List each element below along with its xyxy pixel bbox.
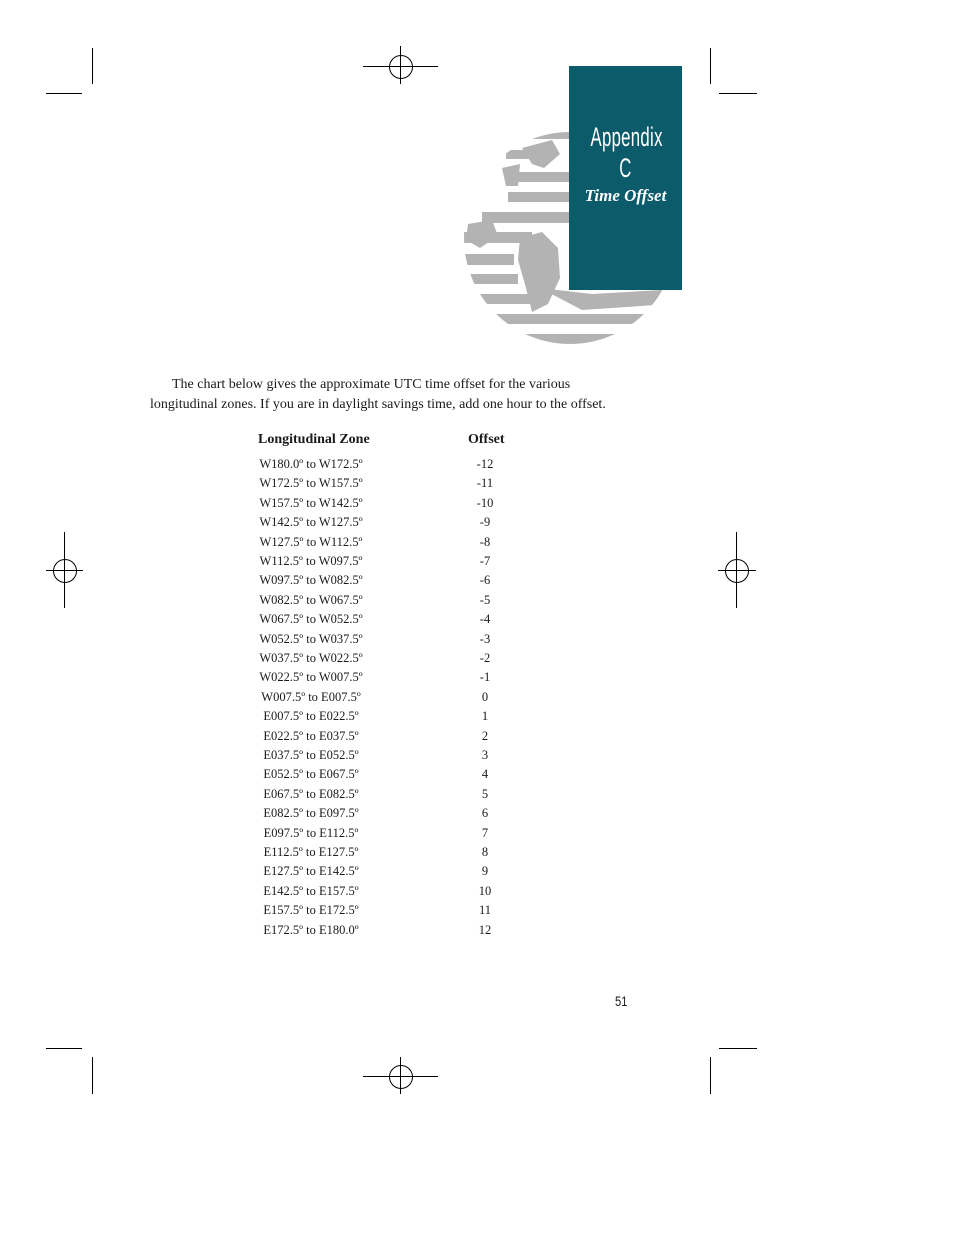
table-row: [0, 748, 954, 767]
crop-mark-top-right-h: [719, 93, 757, 94]
table-row: [0, 923, 954, 942]
zone-cell: W037.5º to W022.5º: [259, 651, 363, 665]
zone-cell: W022.5º to W007.5º: [259, 670, 363, 685]
table-row: [0, 476, 954, 495]
page-title: Appendix C: [590, 122, 663, 183]
offset-cell: -4: [479, 612, 491, 627]
zone-cell: W097.5º to W082.5º: [259, 573, 363, 588]
zone-cell: E007.5º to E022.5º: [263, 709, 359, 724]
offset-cell: -9: [479, 515, 491, 530]
intro-paragraph: The chart below gives the approximate UTC time offset for the various longitudinal zones. If you are in daylight savings time, add one hour to the offset.: [150, 377, 606, 412]
offset-cell: -8: [479, 534, 491, 549]
offset-cell: 10: [478, 883, 492, 898]
table-row: [0, 612, 954, 631]
offset-cell: -1: [479, 670, 491, 685]
zone-cell: W142.5º to W127.5º: [259, 515, 363, 530]
zone-cell: W127.5º to W112.5º: [259, 534, 363, 549]
zone-cell: E022.5º to E037.5º: [263, 728, 359, 743]
table-row: [0, 884, 954, 903]
zone-cell: E052.5º to E067.5º: [263, 767, 359, 782]
crop-mark-bottom-left-h: [46, 1048, 82, 1049]
offset-cell: 4: [481, 767, 489, 782]
crop-mark-bottom-right-h: [719, 1048, 757, 1049]
page-number: 51: [615, 993, 628, 1009]
zone-cell: W082.5º to W067.5º: [259, 592, 363, 607]
crop-mark-top-right-v: [710, 48, 711, 84]
offset-cell: -12: [476, 457, 494, 471]
zone-cell: E097.5º to E112.5º: [263, 825, 359, 840]
offset-cell: -11: [476, 476, 494, 491]
column-header-zone: Longitudinal Zone: [258, 432, 370, 447]
appendix-tab: [569, 66, 682, 290]
table-row: [0, 554, 954, 573]
table-row: [0, 573, 954, 592]
zone-cell: W052.5º to W037.5º: [259, 631, 363, 646]
zone-cell: E082.5º to E097.5º: [263, 806, 359, 821]
offset-cell: 1: [481, 709, 489, 724]
zone-cell: W067.5º to W052.5º: [259, 612, 363, 627]
offset-cell: 9: [481, 864, 489, 879]
table-row: [0, 651, 954, 670]
column-header-offset: Offset: [468, 432, 505, 447]
offset-cell: 11: [478, 903, 492, 918]
table-row: [0, 709, 954, 728]
table-row: [0, 670, 954, 689]
zone-cell: E067.5º to E082.5º: [263, 786, 359, 801]
table-row: [0, 806, 954, 825]
table-row: [0, 457, 954, 476]
zone-cell: W112.5º to W097.5º: [259, 554, 363, 568]
zone-cell: E142.5º to E157.5º: [263, 883, 359, 898]
crop-mark-top-left-v: [92, 48, 93, 84]
offset-cell: 0: [481, 689, 489, 704]
table-row: [0, 496, 954, 515]
zone-cell: E157.5º to E172.5º: [263, 903, 359, 918]
offset-cell: -10: [476, 495, 494, 510]
zone-cell: E127.5º to E142.5º: [263, 864, 359, 879]
crop-mark-bottom-right-v: [710, 1057, 711, 1094]
zone-cell: E172.5º to E180.0º: [263, 922, 359, 937]
table-row: [0, 826, 954, 845]
offset-cell: 12: [478, 922, 492, 937]
crop-mark-bottom-left-v: [92, 1057, 93, 1094]
zone-cell: E112.5º to E127.5º: [263, 845, 359, 859]
table-row: [0, 690, 954, 709]
zone-cell: E037.5º to E052.5º: [263, 748, 359, 762]
offset-cell: 2: [481, 728, 489, 743]
table-row: [0, 593, 954, 612]
offset-cell: 8: [481, 845, 489, 859]
table-row: [0, 535, 954, 554]
table-row: [0, 845, 954, 864]
offset-cell: -5: [479, 592, 491, 607]
table-row: [0, 864, 954, 883]
offset-cell: 7: [481, 825, 489, 840]
offset-cell: 3: [481, 748, 489, 762]
table-row: [0, 515, 954, 534]
page-subtitle: Time Offset: [584, 186, 667, 205]
table-row: [0, 767, 954, 786]
zone-cell: W172.5º to W157.5º: [259, 476, 363, 491]
crop-mark-top-left-h: [46, 93, 82, 94]
table-row: [0, 903, 954, 922]
offset-cell: -6: [479, 573, 491, 588]
offset-cell: 6: [481, 806, 489, 821]
offset-cell: 5: [481, 786, 489, 801]
table-row: [0, 632, 954, 651]
offset-cell: -3: [479, 631, 491, 646]
zone-cell: W157.5º to W142.5º: [259, 495, 363, 510]
offset-cell: -7: [479, 554, 491, 568]
zone-cell: W007.5º to E007.5º: [261, 689, 361, 704]
offset-cell: -2: [479, 651, 491, 665]
zone-cell: W180.0º to W172.5º: [259, 457, 363, 471]
table-row: [0, 729, 954, 748]
table-row: [0, 787, 954, 806]
